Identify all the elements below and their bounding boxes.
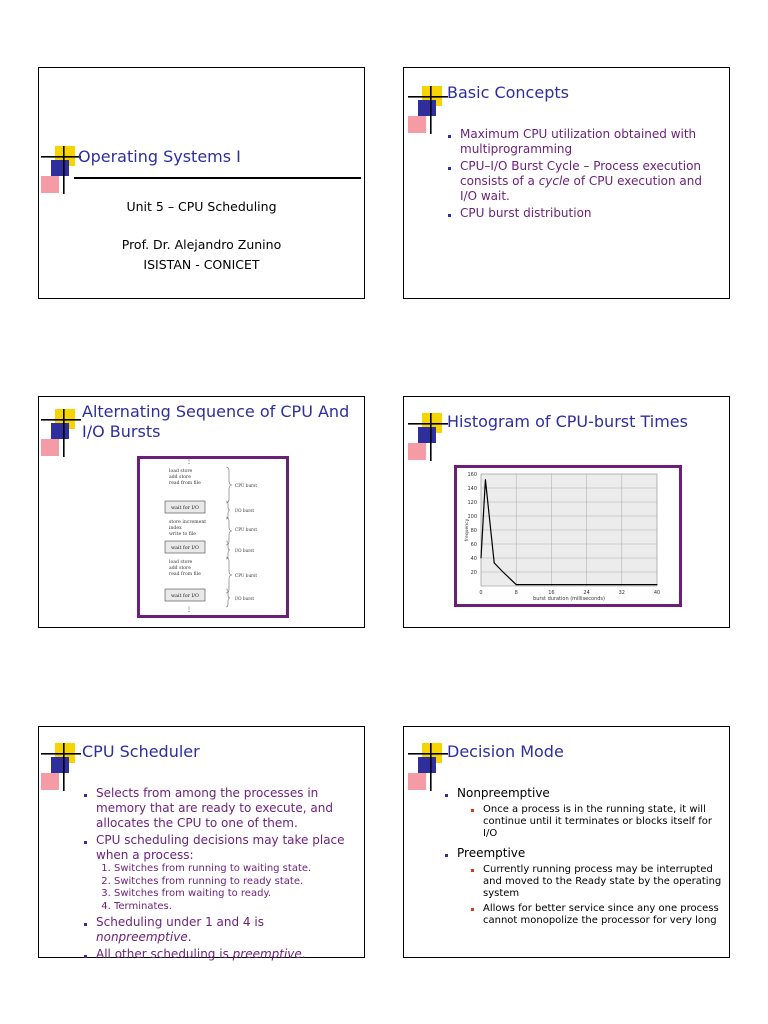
bullet-text: of CPU execution and I/O wait. — [460, 174, 702, 203]
svg-text:⋮: ⋮ — [186, 459, 192, 465]
list-item: 4. Terminates. — [114, 901, 354, 914]
list-item: 1. Switches from running to waiting state. — [114, 863, 354, 876]
slide-decoration-icon — [41, 743, 81, 803]
instruction-line: index — [169, 526, 182, 531]
burst-label: CPU burst — [235, 483, 258, 488]
slide-decoration-icon — [41, 409, 81, 469]
bullet-emphasis: nonpreemptive — [96, 930, 188, 944]
instruction-line: read from file — [169, 481, 201, 486]
list-item — [448, 159, 718, 204]
list-item — [84, 786, 354, 831]
list-item — [84, 947, 354, 962]
y-tick-label: 40 — [470, 556, 477, 562]
list-item — [445, 846, 725, 927]
slide-1-title: Operating Systems I — [78, 147, 241, 166]
data-point — [551, 584, 552, 585]
burst-label: I/O burst — [235, 548, 255, 553]
transition-list — [96, 863, 354, 913]
data-point — [503, 572, 504, 573]
wait-label: wait for I/O — [171, 546, 199, 551]
data-point — [481, 558, 482, 559]
instruction-line: load store — [169, 469, 193, 474]
data-point — [494, 562, 495, 563]
slide-decoration-icon — [41, 146, 81, 206]
title-rule — [74, 177, 361, 179]
slide-4-title: Histogram of CPU-burst Times — [447, 412, 688, 431]
slide-6-title: Decision Mode — [447, 742, 564, 761]
y-tick-label: 160 — [467, 472, 477, 478]
instruction-line: write to file — [169, 532, 196, 537]
slide-2-bullets — [448, 127, 718, 223]
list-item: 2. Switches from running to ready state. — [114, 876, 354, 889]
list-item: Once a process is in the running state, it will continue until it terminates or blocks itself for I/O — [471, 804, 725, 840]
bullet-text: Preemptive — [457, 846, 526, 860]
list-item — [84, 833, 354, 913]
sub-list — [471, 864, 725, 927]
list-item — [84, 915, 354, 945]
data-point — [516, 584, 517, 585]
wait-label: wait for I/O — [171, 594, 199, 599]
slide-1-affiliation: ISISTAN - CONICET — [143, 257, 260, 272]
burst-sequence-figure — [137, 456, 289, 618]
instruction-line: add store — [169, 566, 191, 571]
slide-5 — [38, 726, 365, 961]
slide-6-bullets — [445, 786, 725, 933]
y-tick-label: 80 — [470, 528, 477, 534]
bullet-text: Selects from among the processes in memory that are ready to execute, and allocates the CPU to one of them. — [96, 786, 333, 830]
sub-list — [471, 804, 725, 840]
y-tick-label: 20 — [470, 570, 477, 576]
data-point — [586, 584, 587, 585]
y-tick-label: 140 — [467, 486, 477, 492]
bullet-text: All other scheduling is — [96, 947, 233, 961]
y-tick-label: 120 — [467, 500, 477, 506]
instruction-line: read from file — [169, 572, 201, 577]
list-item: CPU burst distribution — [448, 206, 718, 221]
list-item — [445, 786, 725, 840]
x-tick-label: 40 — [653, 590, 661, 596]
list-item: 3. Switches from waiting to ready. — [114, 888, 354, 901]
slide-6 — [403, 726, 730, 958]
wait-label: wait for I/O — [171, 506, 199, 511]
instruction-line: store increment — [169, 520, 207, 525]
slide-3 — [38, 396, 365, 628]
instruction-line: load store — [169, 560, 193, 565]
slide-decoration-icon — [408, 743, 448, 803]
bullet-text: Scheduling under 1 and 4 is — [96, 915, 264, 929]
bullet-text: CPU scheduling decisions may take place when a process: — [96, 833, 345, 862]
data-point — [485, 479, 486, 480]
slide-1-author: Prof. Dr. Alejandro Zunino — [121, 237, 282, 252]
burst-label: CPU burst — [235, 527, 258, 532]
burst-sequence-diagram — [140, 459, 286, 615]
cpu-burst-histogram — [457, 468, 679, 604]
slide-3-title: Alternating Sequence of CPU And I/O Bursts — [82, 402, 350, 441]
data-point — [621, 584, 622, 585]
slide-decoration-icon — [408, 413, 448, 473]
x-tick-label: 32 — [618, 590, 625, 596]
x-tick-label: 16 — [548, 590, 555, 596]
y-tick-label: 100 — [467, 514, 477, 520]
slide-1 — [38, 67, 365, 299]
slide-1-subtitle: Unit 5 – CPU Scheduling — [126, 199, 277, 214]
y-axis-label: frequency — [465, 518, 470, 542]
bullet-emphasis: cycle — [538, 174, 570, 188]
burst-label: CPU burst — [235, 573, 258, 578]
bullet-text: . — [301, 947, 306, 961]
list-item: Maximum CPU utilization obtained with multiprogramming — [448, 127, 718, 157]
slide-2-title: Basic Concepts — [447, 83, 569, 102]
slide-5-title: CPU Scheduler — [82, 742, 200, 761]
burst-label: I/O burst — [235, 508, 255, 513]
slide-4 — [403, 396, 730, 628]
data-point — [657, 584, 658, 585]
list-item: Allows for better service since any one process cannot monopolize the processor for very long — [471, 903, 725, 927]
bullet-emphasis: preemptive — [232, 947, 302, 961]
instruction-line: add store — [169, 475, 191, 480]
x-tick-label: 24 — [583, 590, 590, 596]
bullet-text: . — [187, 930, 192, 944]
x-tick-label: 0 — [479, 590, 483, 596]
y-tick-label: 60 — [470, 542, 477, 548]
histogram-figure — [454, 465, 682, 607]
x-axis-label: burst duration (milliseconds) — [533, 596, 605, 602]
x-tick-label: 8 — [514, 590, 518, 596]
slide-2 — [403, 67, 730, 299]
bullet-text: CPU–I/O Burst Cycle – Process execution consists of a — [460, 159, 702, 188]
burst-label: I/O burst — [235, 596, 255, 601]
bullet-text: Nonpreemptive — [457, 786, 550, 800]
svg-text:⋮: ⋮ — [186, 606, 192, 613]
list-item: Currently running process may be interrupted and moved to the Ready state by the operating system — [471, 864, 725, 900]
slide-decoration-icon — [408, 86, 448, 146]
slide-5-bullets — [84, 786, 354, 964]
